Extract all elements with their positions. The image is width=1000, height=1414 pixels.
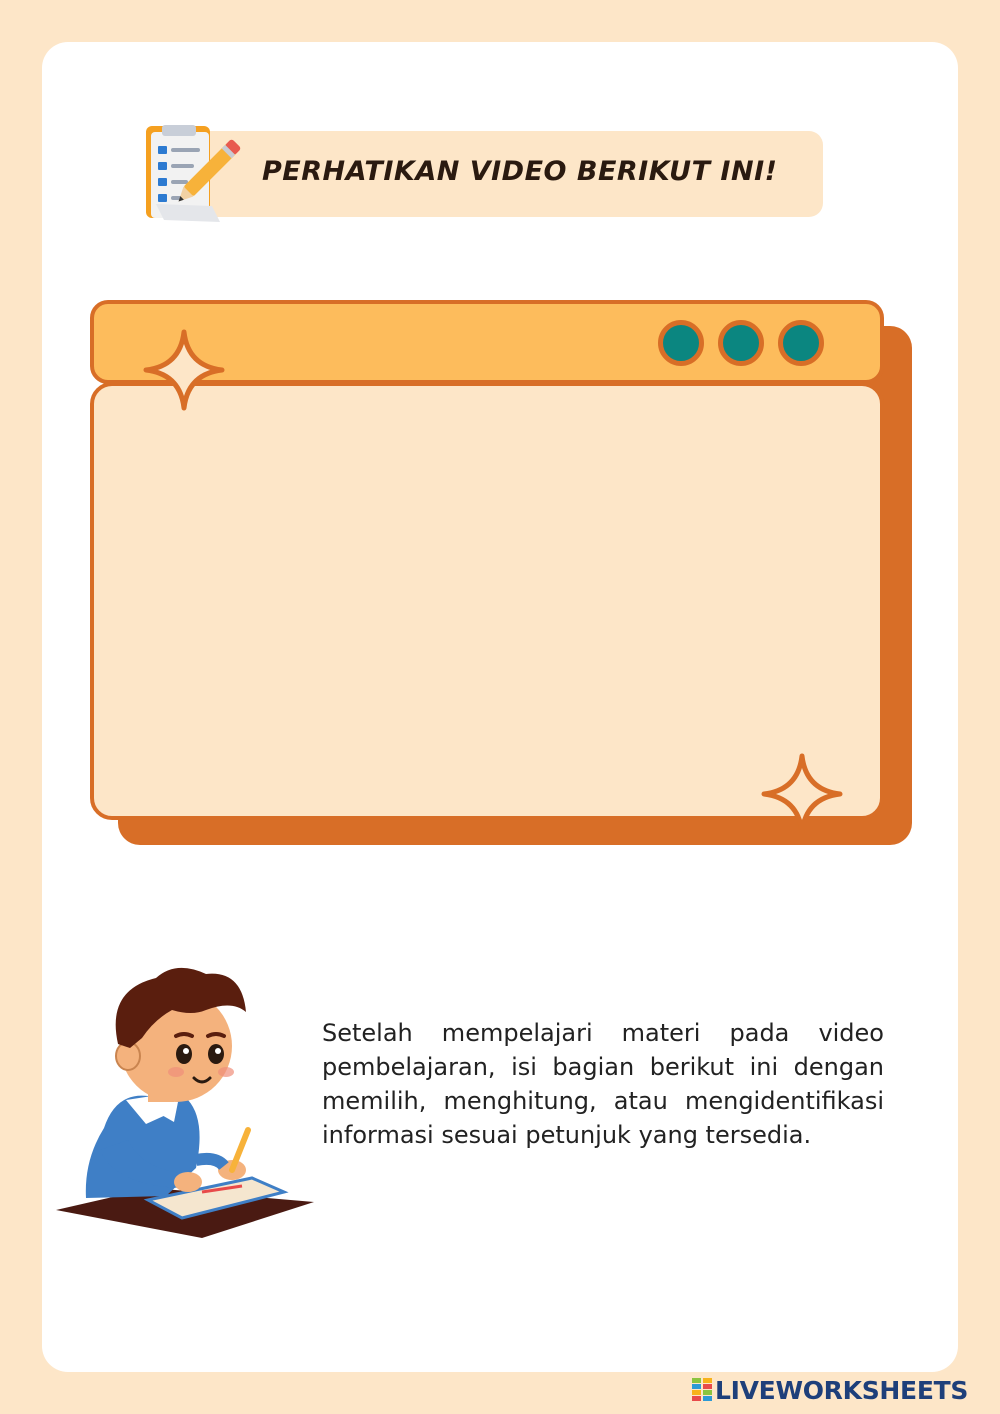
window-dot-icon <box>778 320 824 366</box>
liveworksheets-brand <box>692 1374 968 1406</box>
brand-name: LIVEWORKSHEETS <box>715 1375 969 1405</box>
window-dot-icon <box>658 320 704 366</box>
sparkle-icon <box>760 752 844 836</box>
window-dot-icon <box>718 320 764 366</box>
instruction-text: Setelah mempelajari materi pada video pembelajaran, isi bagian berikut ini dengan memilih, menghitung, atau mengidentifikasi informasi sesuai petunjuk yang tersedia. <box>322 1019 884 1149</box>
liveworksheets-logo-icon <box>692 1378 712 1402</box>
checklist-icon <box>142 122 242 226</box>
boy-writing-illustration <box>56 960 318 1242</box>
sparkle-icon <box>142 328 226 412</box>
page-title: PERHATIKAN VIDEO BERIKUT INI! <box>262 156 778 187</box>
